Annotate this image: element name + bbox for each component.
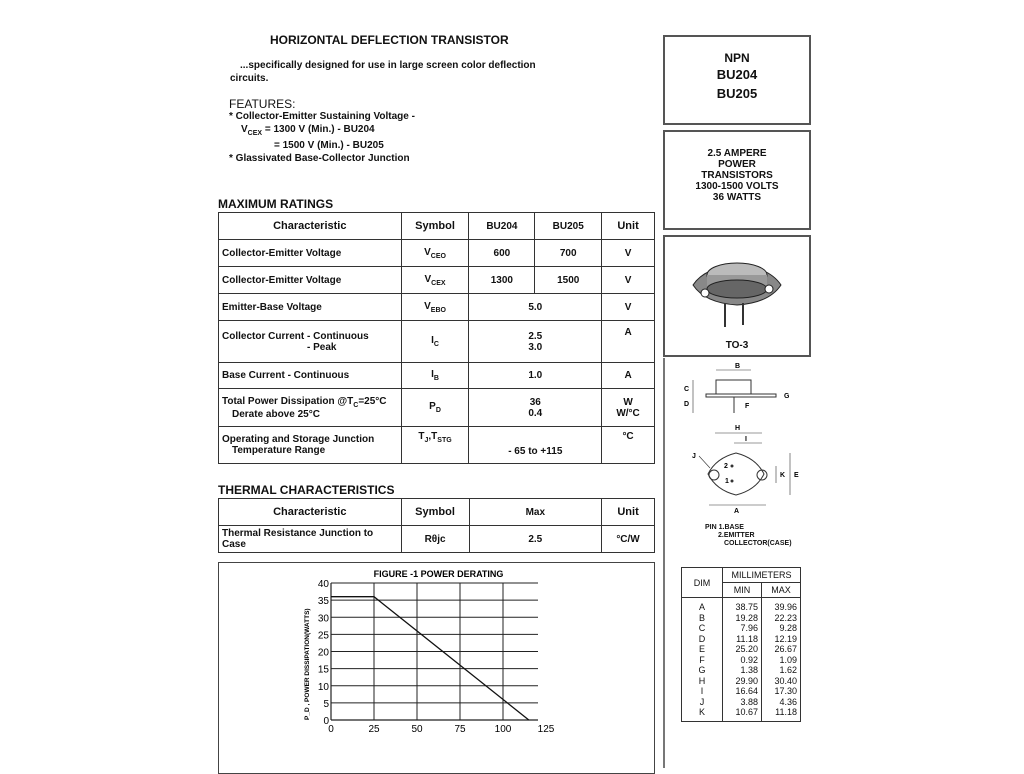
page-title: HORIZONTAL DEFLECTION TRANSISTOR: [270, 33, 509, 47]
dim-min: 25.20: [723, 644, 762, 655]
dim-letter: J: [682, 697, 723, 708]
x-tick-label: 50: [411, 724, 423, 735]
y-tick-label: 35: [318, 596, 330, 607]
divider: [663, 358, 665, 768]
dim-label: F: [745, 403, 750, 410]
spec-line: 1300-1500 VOLTS: [665, 181, 809, 192]
pin-label: 2: [724, 463, 728, 470]
cell-char: - Peak: [222, 342, 398, 353]
y-tick-label: 15: [318, 665, 330, 676]
dim-min: 10.67: [723, 707, 762, 721]
x-tick-label: 0: [328, 724, 334, 735]
cell-value: 1.0: [469, 363, 602, 389]
cell-bu204: 1300: [469, 267, 535, 294]
cell-bu205: 700: [535, 240, 602, 267]
feature-item: = 1500 V (Min.) - BU205: [229, 140, 415, 153]
dim-letter: A: [682, 598, 723, 613]
dim-max: 9.28: [762, 623, 801, 634]
cell-char: Emitter-Base Voltage: [219, 294, 402, 321]
dim-row: [682, 676, 801, 687]
cell-sym: V: [424, 247, 431, 258]
cell-char: Thermal Resistance Junction to Case: [219, 526, 402, 553]
dim-max: 4.36: [762, 697, 801, 708]
pin-legend-line: PIN 1.BASE: [705, 524, 792, 532]
spec-line: 2.5 AMPERE: [665, 148, 809, 159]
cell-sym: Rθjc: [401, 526, 469, 553]
cell-sym: V: [424, 301, 431, 312]
dim-min: 11.18: [723, 634, 762, 645]
dim-max: 22.23: [762, 613, 801, 624]
y-tick-label: 40: [318, 579, 330, 590]
dim-min: 19.28: [723, 613, 762, 624]
feature-item: * Collector-Emitter Sustaining Voltage -: [229, 111, 415, 124]
cell-sym: ,T: [428, 431, 437, 442]
y-tick-label: 20: [318, 648, 330, 659]
cell-sub: J: [424, 437, 428, 444]
dim-label: B: [735, 363, 740, 370]
dim-max: 11.18: [762, 707, 801, 721]
header-characteristic: Characteristic: [219, 499, 402, 526]
dim-min: 0.92: [723, 655, 762, 666]
cell-sub: C: [434, 341, 439, 348]
dim-letter: E: [682, 644, 723, 655]
cell-unit: V: [602, 240, 655, 267]
y-tick-label: 10: [318, 682, 330, 693]
dim-row: [682, 686, 801, 697]
cell-sub: B: [434, 375, 439, 382]
part-number-box: [663, 35, 811, 125]
header-max: MAX: [762, 583, 801, 598]
cell-max: 2.5: [469, 526, 602, 553]
header-symbol: Symbol: [401, 499, 469, 526]
cell-char: Base Current - Continuous: [219, 363, 402, 389]
dim-row: [682, 623, 801, 634]
thermal-heading: THERMAL CHARACTERISTICS: [218, 483, 394, 497]
dim-max: 26.67: [762, 644, 801, 655]
outline-drawing: [666, 358, 806, 528]
header-bu204: BU204: [469, 213, 535, 240]
cell-value: 36: [472, 397, 598, 408]
y-tick-label: 30: [318, 613, 330, 624]
dim-label: A: [734, 508, 739, 515]
dim-label: D: [684, 401, 689, 408]
dim-letter: F: [682, 655, 723, 666]
cell-value: 2.5: [472, 331, 598, 342]
cell-unit: A: [602, 363, 655, 389]
header-characteristic: Characteristic: [219, 213, 402, 240]
spec-line: POWER: [665, 159, 809, 170]
dim-label: C: [684, 386, 689, 393]
dim-min: 16.64: [723, 686, 762, 697]
cell-sym: P: [429, 401, 436, 412]
header-millimeters: MILLIMETERS: [723, 568, 801, 583]
cell-unit: V: [602, 267, 655, 294]
dim-label: E: [794, 472, 799, 479]
pin-legend: [705, 524, 792, 548]
dim-row: [682, 598, 801, 613]
vcex-symbol: V: [241, 124, 248, 135]
y-tick-label: 25: [318, 630, 330, 641]
dim-row: [682, 707, 801, 721]
cell-char: Collector-Emitter Voltage: [219, 240, 402, 267]
dim-min: 1.38: [723, 665, 762, 676]
dim-letter: C: [682, 623, 723, 634]
y-tick-label: 0: [323, 716, 329, 727]
dim-min: 3.88: [723, 697, 762, 708]
cell-unit: °C/W: [602, 526, 655, 553]
dim-label: J: [692, 453, 696, 460]
cell-value: 0.4: [472, 408, 598, 419]
cell-unit: W: [605, 397, 651, 408]
header-min: MIN: [723, 583, 762, 598]
header-unit: Unit: [602, 499, 655, 526]
spec-line: 36 WATTS: [665, 192, 809, 203]
cell-sub: D: [436, 407, 441, 414]
to3-package-image: [665, 237, 809, 337]
dim-min: 38.75: [723, 598, 762, 613]
package-image-box: [663, 235, 811, 357]
cell-char: Operating and Storage Junction: [222, 434, 398, 445]
x-tick-label: 100: [495, 724, 512, 735]
cell-sub: CEO: [431, 253, 446, 260]
header-symbol: Symbol: [401, 213, 469, 240]
description-line: ...specifically designed for use in large screen color deflection: [230, 59, 560, 72]
dim-row: [682, 644, 801, 655]
dim-max: 1.62: [762, 665, 801, 676]
dim-row: [682, 697, 801, 708]
x-tick-label: 125: [538, 724, 555, 735]
dim-letter: G: [682, 665, 723, 676]
cell-sym: V: [424, 274, 431, 285]
feature-item: * Glassivated Base-Collector Junction: [229, 153, 415, 166]
dim-label: I: [745, 436, 747, 443]
cell-unit: A: [602, 321, 655, 363]
cell-sub: C: [353, 402, 358, 409]
vcex-sub: CEX: [248, 130, 262, 137]
dim-letter: B: [682, 613, 723, 624]
cell-bu204: 600: [469, 240, 535, 267]
part-number: BU204: [665, 65, 809, 84]
feature-item: = 1300 V (Min.) - BU204: [265, 124, 375, 135]
dim-max: 30.40: [762, 676, 801, 687]
cell-value: - 65 to +115: [469, 427, 602, 464]
dim-label: H: [735, 425, 740, 432]
dim-label: K: [780, 472, 785, 479]
cell-char: Total Power Dissipation @T: [222, 396, 353, 407]
features-heading: FEATURES:: [229, 97, 295, 111]
y-tick-label: 5: [323, 699, 329, 710]
dim-letter: I: [682, 686, 723, 697]
cell-sub: CEX: [431, 280, 445, 287]
spec-line: TRANSISTORS: [665, 170, 809, 181]
dim-row: [682, 634, 801, 645]
max-ratings-heading: MAXIMUM RATINGS: [218, 197, 333, 211]
dim-max: 12.19: [762, 634, 801, 645]
cell-sym: I: [431, 369, 434, 380]
x-tick-label: 75: [454, 724, 466, 735]
dim-letter: D: [682, 634, 723, 645]
header-bu205: BU205: [535, 213, 602, 240]
dim-max: 17.30: [762, 686, 801, 697]
series-line: [331, 597, 529, 720]
dim-label: G: [784, 393, 790, 400]
cell-char: =25°C: [358, 396, 386, 407]
pin-label: 1: [725, 478, 729, 485]
cell-value: 3.0: [472, 342, 598, 353]
dim-max: 1.09: [762, 655, 801, 666]
dim-row: [682, 613, 801, 624]
cell-value: 5.0: [469, 294, 602, 321]
dimensions-table: [681, 567, 801, 722]
rating-summary-box: [663, 130, 811, 230]
chart-title: FIGURE -1 POWER DERATING: [374, 569, 504, 579]
dim-min: 7.96: [723, 623, 762, 634]
pin-legend-line: 2.EMITTER: [705, 532, 792, 540]
cell-char: Collector Current - Continuous: [222, 331, 398, 342]
header-dim: DIM: [682, 568, 723, 598]
cell-char: Collector-Emitter Voltage: [219, 267, 402, 294]
cell-unit: °C: [602, 427, 655, 464]
package-label: TO-3: [665, 340, 809, 351]
dim-row: [682, 665, 801, 676]
description-line: circuits.: [230, 72, 560, 85]
cell-sub: EBO: [431, 307, 446, 314]
dim-row: [682, 655, 801, 666]
dim-max: 39.96: [762, 598, 801, 613]
header-max: Max: [469, 499, 602, 526]
dim-letter: K: [682, 707, 723, 721]
cell-unit: V: [602, 294, 655, 321]
cell-sym: T: [418, 431, 424, 442]
cell-bu205: 1500: [535, 267, 602, 294]
cell-unit: W/°C: [605, 408, 651, 419]
cell-sub: STG: [437, 437, 451, 444]
y-axis-label: P_D , POWER DISSIPATION(WATTS): [304, 608, 311, 720]
x-tick-label: 25: [368, 724, 380, 735]
header-unit: Unit: [602, 213, 655, 240]
pin-legend-line: COLLECTOR(CASE): [705, 540, 792, 548]
cell-sym: I: [431, 335, 434, 346]
transistor-type: NPN: [665, 51, 809, 65]
part-number: BU205: [665, 84, 809, 103]
dim-letter: H: [682, 676, 723, 687]
dim-min: 29.90: [723, 676, 762, 687]
cell-char: Derate above 25°C: [222, 409, 398, 420]
cell-char: Temperature Range: [222, 445, 398, 456]
